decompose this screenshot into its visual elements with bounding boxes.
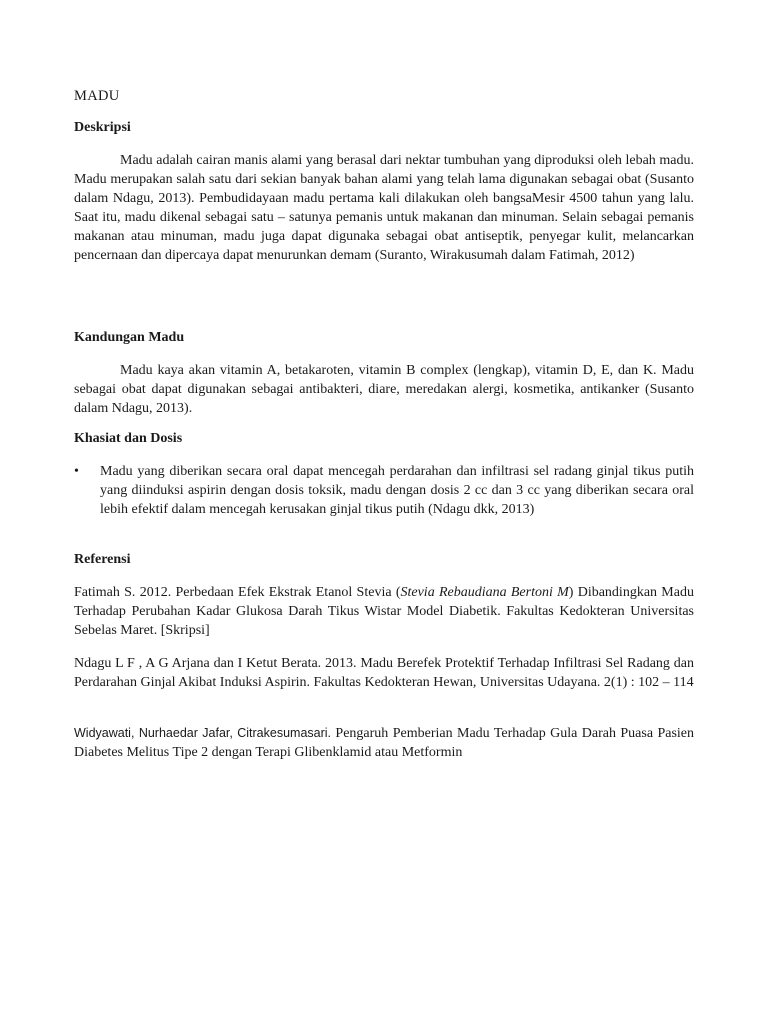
reference-1 bbox=[74, 583, 694, 640]
reference-3-title: Pengaruh Pemberian Madu Terhadap Gula Darah Puasa Pasien Diabetes Melitus Tipe 2 dengan Terapi Glibenklamid atau Metformin bbox=[74, 726, 694, 760]
bullet-item: Madu yang diberikan secara oral dapat mencegah perdarahan dan infiltrasi sel radang ginjal tikus putih yang diinduksi aspirin dengan dosis toksik, madu dengan dosis 2 cc dan 3 cc yang diberikan secara oral lebih efektif dalam mencegah kerusakan ginjal tikus putih (Ndagu dkk, 2013) bbox=[100, 464, 694, 517]
heading-referensi: Referensi bbox=[74, 552, 131, 567]
heading-deskripsi: Deskripsi bbox=[74, 120, 131, 135]
paragraph-kandungan bbox=[74, 361, 694, 418]
reference-1-italic: Stevia Rebaudiana Bertoni M bbox=[400, 585, 569, 600]
document-title: MADU bbox=[74, 88, 120, 104]
heading-khasiat: Khasiat dan Dosis bbox=[74, 431, 183, 446]
reference-3-authors: Widyawati, Nurhaedar Jafar, Citrakesumasari. bbox=[74, 726, 332, 740]
heading-kandungan: Kandungan Madu bbox=[74, 330, 185, 345]
paragraph-deskripsi bbox=[74, 151, 694, 265]
paragraph-deskripsi-text: Madu adalah cairan manis alami yang berasal dari nektar tumbuhan yang diproduksi oleh lebah madu. Madu merupakan salah satu dari sekian banyak bahan alami yang telah lama digunakan sebagai obat (Susanto dalam Ndagu, 2013). Pembudidayaan madu pertama kali dilakukan oleh bangsaMesir 4500 tahun yang lalu. Saat itu, madu dikenal sebagai satu – satunya pemanis untuk makanan dan minuman. Selain sebagai pemanis makanan atau minuman, madu juga dapat digunaka sebagai obat antiseptik, penyegar kulit, melancarkan pencernaan dan dipercaya dapat menurunkan demam (Suranto, Wirakusumah dalam Fatimah, 2012) bbox=[74, 153, 694, 263]
bullet-icon: • bbox=[74, 464, 79, 479]
reference-3 bbox=[74, 724, 694, 762]
reference-1-part-a: Fatimah S. 2012. Perbedaan Efek Ekstrak Etanol Stevia ( bbox=[74, 585, 401, 600]
paragraph-kandungan-text: Madu kaya akan vitamin A, betakaroten, vitamin B complex (lengkap), vitamin D, E, dan K. Madu sebagai obat dapat digunakan sebagai antibakteri, diare, meredakan alergi, kosmetika, antikanker (Susanto dalam Ndagu, 2013). bbox=[74, 363, 694, 416]
reference-2: Ndagu L F , A G Arjana dan I Ketut Berata. 2013. Madu Berefek Protektif Terhadap Infiltrasi Sel Radang dan Perdarahan Ginjal Akibat Induksi Aspirin. Fakultas Kedokteran Hewan, Universitas Udayana. 2(1) : 102 – 114 bbox=[74, 656, 694, 690]
reference-1-part-b: ) Dibandingkan Madu Terhadap Perubahan Kadar Glukosa Darah Tikus Wistar Model Diabetik. Fakultas Kedokteran Universitas Sebelas Maret. [Skripsi] bbox=[74, 585, 694, 638]
